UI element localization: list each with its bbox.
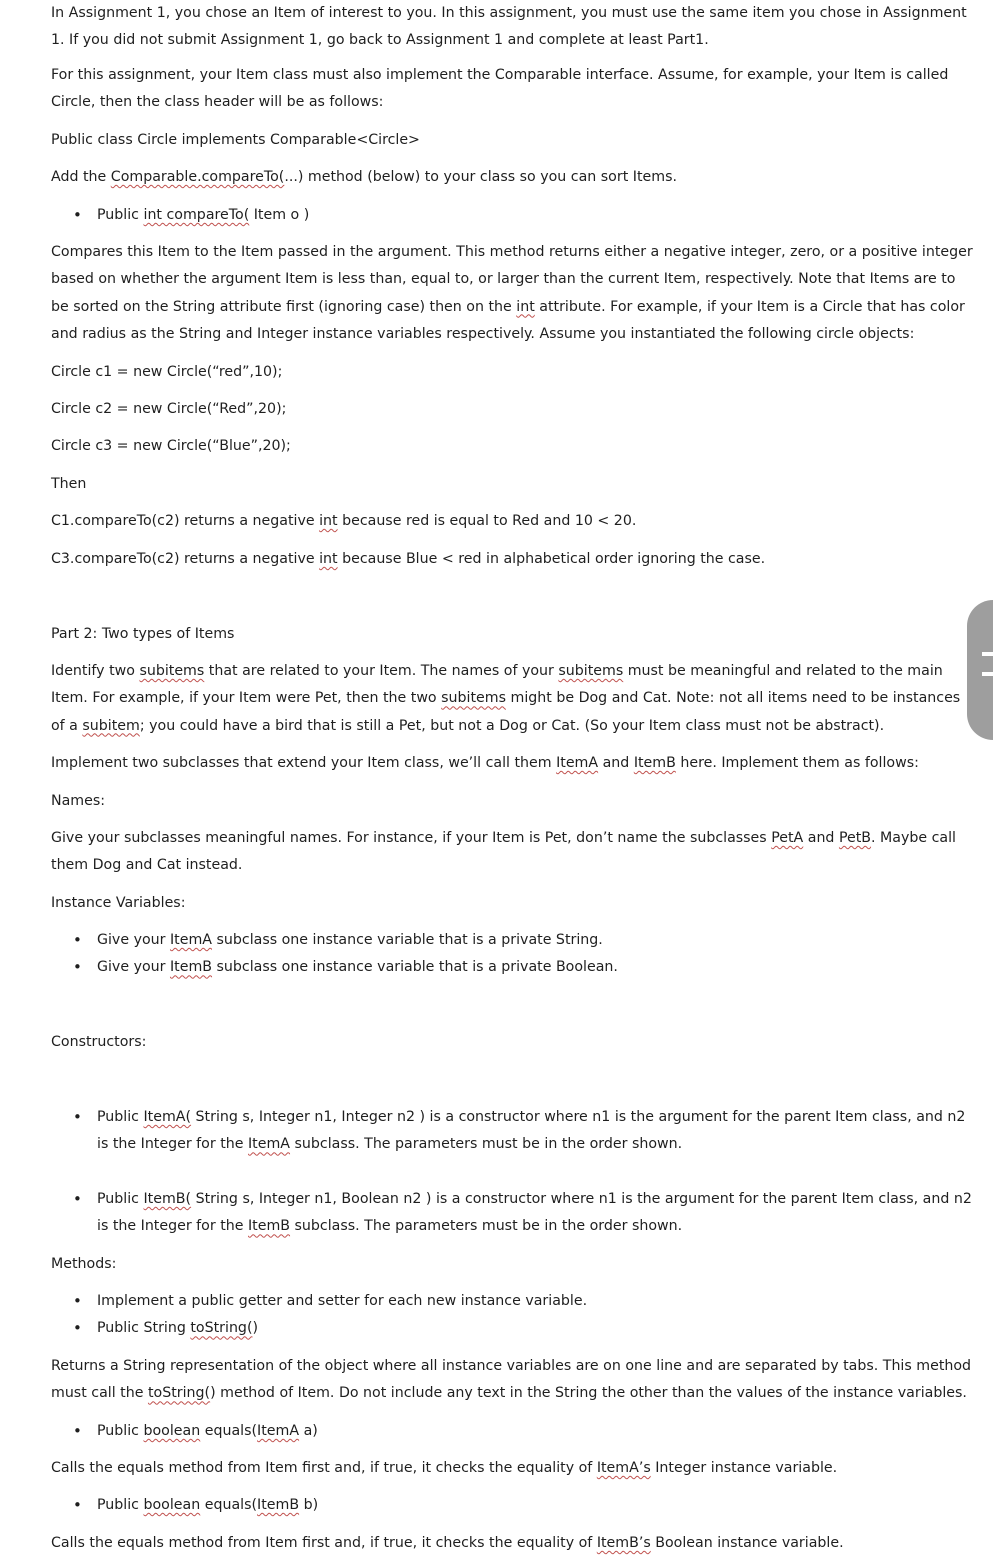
result-line-1	[51, 508, 636, 535]
text-run: Public	[97, 1423, 144, 1439]
spell-flag: ItemA	[248, 1136, 291, 1153]
list-item	[51, 954, 976, 981]
methods-heading	[51, 1251, 116, 1278]
text-run: subclass. The parameters must be in the order shown.	[290, 1136, 683, 1153]
text-run: Instance Variables:	[51, 895, 186, 911]
text-run: Constructors:	[51, 1034, 147, 1050]
text-run: ) method of Item. Do not include any text in the String the other than the values of the instance variables.	[210, 1385, 967, 1402]
text-run: here. Implement them as follows:	[675, 755, 919, 771]
names-paragraph	[51, 825, 976, 880]
spell-flag: int	[319, 513, 338, 529]
list-item	[51, 1104, 976, 1159]
spell-flag: int compareTo(	[143, 207, 250, 223]
text-run: Give your	[97, 932, 170, 948]
text-run: . Maybe call them Dog and Cat instead.	[51, 830, 957, 874]
text-run: Returns a String representation of the object where all instance variables are on one line and are separated by tabs. This method must call the	[51, 1358, 972, 1402]
text-run: equals(	[200, 1423, 258, 1439]
text-run: subclass. The parameters must be in the order shown.	[290, 1218, 683, 1235]
equals-a-list	[51, 1418, 976, 1445]
side-panel-tab[interactable]	[967, 600, 993, 740]
text-run: a)	[299, 1423, 318, 1439]
text-run: C1.compareTo(c2) returns a negative	[51, 513, 320, 529]
spell-flag: ItemB	[248, 1218, 291, 1235]
spell-flag: int	[516, 298, 535, 315]
text-run: Compares this Item to the Item passed in the argument. This method returns either a negative integer, zero, or a positive integer based on whether the argument Item is less than, equal to, or larger than the current Item, respectively. Note that Items are to be sorted on the String attribute first (ignoring case) then on the	[51, 244, 973, 315]
spell-flag: PetB	[838, 830, 872, 846]
text-run: Circle c3 = new Circle(“Blue”,20);	[51, 438, 291, 454]
text-run: Public String	[97, 1320, 191, 1337]
class-header-line	[51, 127, 420, 154]
spell-flag: subitems	[139, 663, 205, 679]
text-run: Part 2: Two types of Items	[51, 626, 235, 642]
text-run: Implement a public getter and setter for each new instance variable.	[97, 1293, 588, 1309]
text-run: Integer instance variable.	[650, 1460, 838, 1476]
spell-flag: Comparable.compareTo(	[110, 169, 285, 185]
text-run: Item o )	[249, 207, 310, 223]
text-run: Public	[97, 1191, 144, 1207]
list-item	[51, 1418, 976, 1445]
text-run: equals(	[200, 1497, 258, 1513]
spell-flag: ItemA	[257, 1423, 300, 1439]
text-run: and	[598, 755, 634, 771]
text-run: must be meaningful and related to the main Item. For example, if your Item were Pet, then the two	[51, 663, 943, 707]
list-item	[51, 927, 976, 954]
spell-flag: boolean	[143, 1497, 201, 1513]
text-run: Public	[97, 207, 144, 223]
subclasses-paragraph	[51, 750, 919, 777]
text-run: because red is equal to Red and 10 < 20.	[337, 513, 637, 529]
spell-flag: toString(	[147, 1385, 211, 1402]
code-line-c1	[51, 359, 282, 386]
text-run: In Assignment 1, you chose an Item of interest to you. In this assignment, you must use the same item you chose in Assignment 1. If you did not submit Assignment 1, go back to Assignment 1 and complete at least Part1.	[51, 5, 967, 49]
spell-flag: toString(	[190, 1320, 253, 1337]
text-run: For this assignment, your Item class must also implement the Comparable interface. Assume, for example, your Item is called Circle, then the class header will be as follows:	[51, 67, 949, 111]
list-item	[51, 1492, 976, 1519]
text-run: Identify two	[51, 663, 140, 679]
text-run: Circle c1 = new Circle(“red”,10);	[51, 364, 283, 380]
compareto-list	[51, 202, 976, 229]
text-run: Boolean instance variable.	[650, 1535, 844, 1551]
text-run: Public	[97, 1109, 144, 1125]
equals-a-description	[51, 1455, 837, 1482]
names-heading	[51, 788, 105, 815]
text-run: Then	[51, 476, 87, 492]
text-run: Public class Circle implements Comparable<Circle>	[51, 132, 420, 148]
text-run: b)	[299, 1497, 319, 1513]
spell-flag: subitems	[558, 663, 624, 679]
spell-flag: ItemB(	[143, 1191, 192, 1207]
spell-flag: int	[319, 551, 338, 567]
list-item	[51, 1315, 976, 1342]
text-run: Implement two subclasses that extend your Item class, we’ll call them	[51, 755, 557, 771]
spell-flag: ItemB	[633, 755, 676, 771]
text-run: Names:	[51, 793, 106, 809]
text-run: Give your	[97, 959, 170, 976]
text-run: ; you could have a bird that is still a Pet, but not a Dog or Cat. (So your Item class must not be abstract).	[139, 717, 885, 734]
text-run: attribute. For example, if your Item is a Circle that has color and radius as the String and Integer instance variables respectively. Assume you instantiated the following circle objects:	[51, 298, 965, 342]
add-method-line	[51, 164, 677, 191]
tostring-description	[51, 1353, 976, 1408]
methods-list	[51, 1288, 976, 1343]
handle-icon	[982, 652, 993, 656]
text-run: subclass one instance variable that is a private String.	[212, 932, 603, 948]
code-line-c2	[51, 396, 286, 423]
text-run: C3.compareTo(c2) returns a negative	[51, 551, 320, 567]
list-item	[51, 1288, 976, 1315]
spell-flag: PetA	[771, 830, 804, 846]
text-run: Public	[97, 1497, 144, 1513]
spell-flag: ItemA	[169, 932, 212, 948]
spell-flag: ItemB	[169, 959, 213, 976]
list-item	[51, 1186, 976, 1241]
text-run: and	[803, 830, 839, 846]
text-run: )	[252, 1320, 259, 1337]
text-run: String s, Integer n1, Integer n2 ) is a constructor where n1 is the argument for the parent Item class, and n2 is the Integer for the	[97, 1109, 966, 1153]
instance-variables-list	[51, 927, 976, 982]
text-run: Calls the equals method from Item first and, if true, it checks the equality of	[51, 1535, 597, 1551]
subitems-paragraph	[51, 658, 976, 740]
then-line	[51, 471, 86, 498]
text-run: might be Dog and Cat. Note: not all items need to be instances of a	[51, 690, 961, 734]
result-line-2	[51, 546, 765, 573]
handle-icon	[982, 672, 993, 676]
text-run: Give your subclasses meaningful names. For instance, if your Item is Pet, don’t name the subclasses	[51, 830, 772, 846]
equals-b-list	[51, 1492, 976, 1519]
spell-flag: boolean	[143, 1423, 201, 1439]
spell-flag: subitem	[82, 717, 140, 734]
text-run: String s, Integer n1, Boolean n2 ) is a constructor where n1 is the argument for the parent Item class, and n2 is the Integer for the	[97, 1191, 972, 1235]
constructor-b-list	[51, 1186, 976, 1241]
instance-variables-heading	[51, 890, 185, 917]
equals-b-description	[51, 1530, 844, 1557]
text-run: Circle c2 = new Circle(“Red”,20);	[51, 401, 287, 417]
text-run: Methods:	[51, 1256, 117, 1272]
spell-flag: ItemA	[556, 755, 599, 771]
text-run: that are related to your Item. The names of your	[204, 663, 559, 679]
spell-flag: ItemB	[257, 1497, 300, 1513]
text-run: Calls the equals method from Item first and, if true, it checks the equality of	[51, 1460, 597, 1476]
spell-flag: ItemB’s	[596, 1535, 651, 1551]
intro-paragraph	[51, 0, 976, 55]
text-run: ...) method (below) to your class so you can sort Items.	[284, 169, 677, 185]
constructor-a-list	[51, 1104, 976, 1159]
spell-flag: subitems	[441, 690, 506, 707]
comparable-paragraph	[51, 62, 976, 117]
text-run: subclass one instance variable that is a private Boolean.	[212, 959, 618, 976]
text-run: Add the	[51, 169, 111, 185]
list-item	[51, 202, 976, 229]
compareto-description	[51, 239, 976, 348]
constructors-heading	[51, 1029, 146, 1056]
spell-flag: ItemA(	[143, 1109, 192, 1125]
spell-flag: ItemA’s	[596, 1460, 651, 1476]
code-line-c3	[51, 433, 291, 460]
text-run: because Blue < red in alphabetical order ignoring the case.	[337, 551, 766, 567]
part2-heading	[51, 621, 234, 648]
